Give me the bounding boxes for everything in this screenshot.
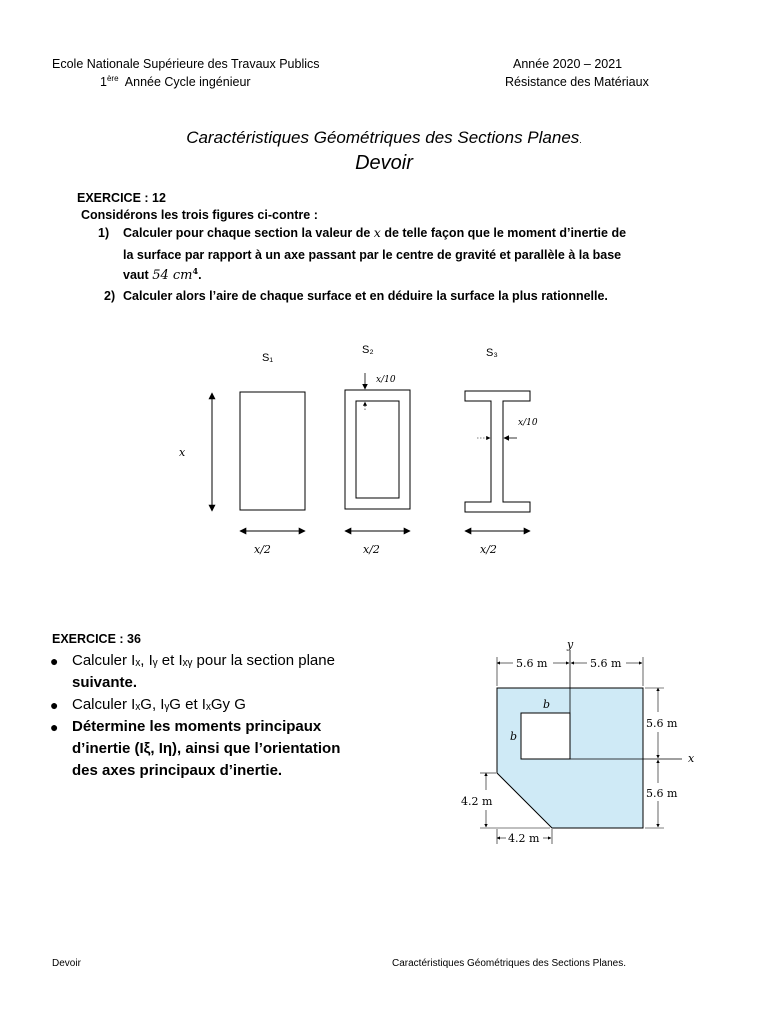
study-year-sup: ère (106, 73, 119, 83)
s2-label: S₂ (362, 344, 374, 356)
bullet-3 (50, 716, 341, 782)
s3-thickness-label: x/10 (518, 418, 538, 428)
sections-figure (150, 330, 570, 570)
q2-number: 2) (104, 289, 116, 303)
plane-section-figure (440, 630, 710, 850)
s2-width-label: x/2 (363, 543, 380, 556)
study-year (100, 75, 251, 89)
course-name: Résistance des Matériaux (505, 75, 649, 89)
s3-width-label: x/2 (480, 543, 497, 556)
school-name: Ecole Nationale Supérieure des Travaux Publics (52, 57, 320, 71)
bullet-1-line-2: suivante. (72, 674, 138, 691)
dim-right-lower: 5.6 m (646, 787, 678, 800)
question-1-line-3 (123, 264, 202, 287)
s1-width-label: x/2 (254, 543, 271, 556)
s2-thickness-label: x/10 (376, 375, 396, 385)
academic-year: Année 2020 – 2021 (513, 57, 623, 71)
document-title-suffix: . (579, 135, 582, 145)
hole-height-label: b (510, 730, 518, 743)
bullet-3-line-1: Détermine les moments principaux (72, 718, 322, 735)
dim-top-right: 5.6 m (590, 657, 622, 670)
dim-bottom-cut: 4.2 m (508, 832, 540, 845)
footer-left: Devoir (52, 958, 81, 969)
s2-outer-rect (345, 390, 410, 509)
question-1-part-b: de telle façon que le moment d’inertie de (380, 226, 627, 240)
question-1-line-3-prefix: vaut (123, 268, 153, 282)
bullet-1-dot: ● (50, 653, 59, 669)
exercise-12-heading: EXERCICE : 12 (77, 191, 166, 205)
document-title-text: Caractéristiques Géométriques des Sections Planes (186, 128, 580, 147)
dim-right-upper: 5.6 m (646, 717, 678, 730)
question-1-exponent: 4 (192, 265, 199, 276)
question-1-value: 54 cm (152, 268, 193, 283)
document-subtitle: Devoir (355, 152, 413, 174)
exercise-12-intro: Considérons les trois figures ci-contre : (81, 208, 318, 222)
question-1 (123, 222, 626, 244)
question-2: Calculer alors l’aire de chaque surface et en déduire la surface la plus rationnelle. (123, 289, 608, 303)
dim-top-left: 5.6 m (516, 657, 548, 670)
s3-i-beam (465, 391, 530, 512)
question-1-variable: x (373, 225, 381, 240)
question-1-part-a: Calculer pour chaque section la valeur de (123, 226, 374, 240)
q1-number: 1) (98, 226, 110, 240)
bullet-2-text: Calculer IₓG, IᵧG et IₓGy G (72, 696, 246, 713)
bullet-3-line-3: des axes principaux d’inertie. (72, 762, 283, 779)
square-hole (521, 713, 570, 759)
footer-right: Caractéristiques Géométriques des Sections Planes. (392, 958, 627, 969)
study-year-label: Année Cycle ingénieur (124, 75, 251, 89)
bullet-1-line-1: Calculer Iₓ, Iᵧ et Iₓᵧ pour la section plane (72, 652, 335, 669)
s2-inner-rect (356, 401, 399, 498)
s1-label: S₁ (262, 352, 274, 364)
s1-rectangle (240, 392, 305, 510)
study-year-number: 1 (100, 75, 107, 89)
y-axis-label: y (567, 638, 574, 651)
bullet-1 (50, 650, 335, 694)
bullet-3-line-2: d’inertie (Iξ, Iη), ainsi que l’orientation (72, 740, 341, 757)
bullet-2 (50, 694, 246, 716)
question-1-end: . (198, 268, 202, 282)
bullet-2-dot: ● (50, 697, 59, 713)
dim-left-cut: 4.2 m (461, 795, 493, 808)
height-label: x (179, 446, 186, 459)
exercise-36-heading: EXERCICE : 36 (52, 632, 141, 646)
x-axis-label: x (688, 752, 695, 765)
hole-width-label: b (543, 698, 551, 711)
s3-label: S₃ (486, 347, 498, 359)
bullet-3-dot: ● (50, 719, 59, 735)
document-title (0, 128, 768, 148)
question-1-line-2: la surface par rapport à un axe passant par le centre de gravité et parallèle à la base (123, 248, 622, 262)
